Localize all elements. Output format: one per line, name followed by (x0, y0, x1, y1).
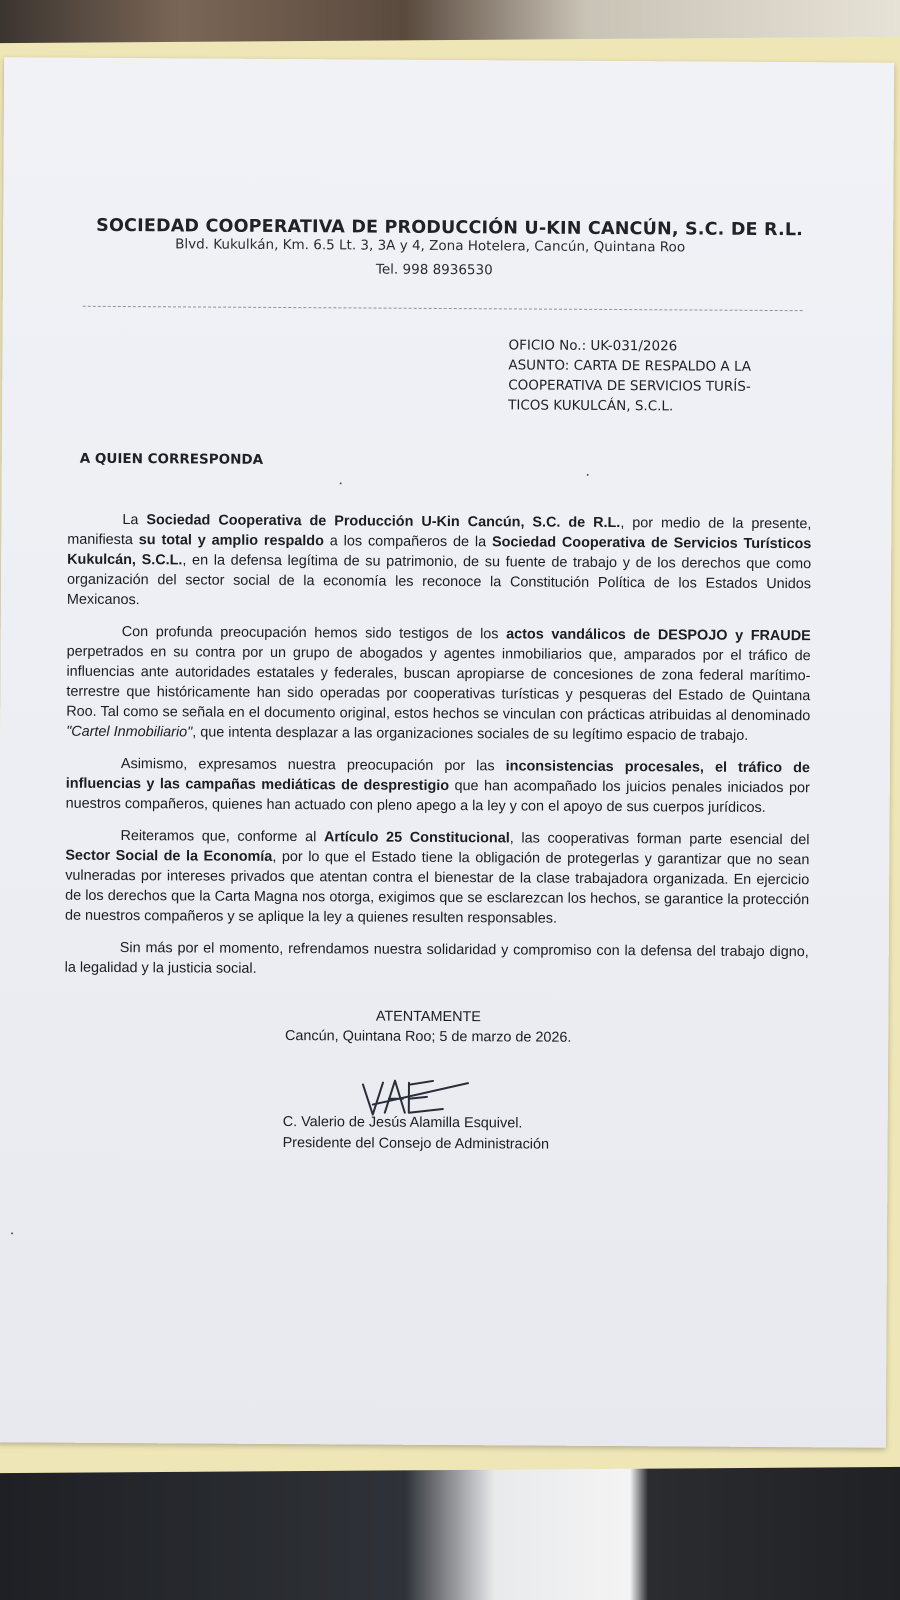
letter-sheet (0, 57, 894, 1447)
oficio-number: OFICIO No.: UK-031/2026 (508, 337, 678, 355)
reference-block (508, 335, 808, 417)
signer-name: C. Valerio de Jesús Alamilla Esquivel. (282, 1114, 523, 1132)
signer-block (283, 1112, 583, 1156)
org-name: SOCIEDAD COOPERATIVA DE PRODUCCIÓN U-KIN CANCÚN, S.C. DE R.L. (96, 215, 804, 241)
signer-title: Presidente del Consejo de Administración (282, 1135, 550, 1153)
paper-speck (11, 1232, 13, 1234)
closing-block (278, 1006, 578, 1048)
paragraph-5: Sin más por el momento, refrendamos nuestra solidaridad y compromiso con la defensa del trabajo digno, la legalidad y la justicia social. (64, 940, 809, 977)
header-divider (83, 306, 803, 311)
org-phone: Tel. 998 8936530 (375, 261, 493, 279)
asunto-line-3: TICOS KUKULCÁN, S.C.L. (508, 397, 674, 415)
letter-body (65, 510, 812, 995)
greeting: A QUIEN CORRESPONDA (79, 450, 264, 468)
salutation: ATENTAMENTE (375, 1008, 481, 1026)
paper-speck (587, 474, 589, 476)
paragraph-2: Con profunda preocupación hemos sido testigos de los actos vandálicos de DESPOJO y FRAUDE perpetrados en su contra por un grupo de abogados y agentes inmobiliarios que, amparados por el tráfico de influencias ante autoridades estatales y federales, buscan apropiarse de concesiones de zona federal marítimo-terrestre que históricamente han sido operadas por cooperativas turísticas y pesqueras del Estado de Quintana Roo. Tal como se señala en el documento original, estos hechos se vinculan con prácticas atribuidas al denominado "Cartel Inmobiliario", que intenta desplazar a las organizaciones sociales de su legítimo espacio de trabajo. (66, 624, 811, 744)
asunto-line-2: COOPERATIVA DE SERVICIOS TURÍS- (508, 377, 751, 395)
paragraph-1: La Sociedad Cooperativa de Producción U-Kin Cancún, S.C. de R.L., por medio de la presente, manifiesta su total y amplio respaldo a los compañeros de la Sociedad Cooperativa de Servicios Turísticos Kukulcán, S.C.L., en la defensa legítima de su patrimonio, de su fuente de trabajo y de los derechos que como organización del sector social de la economía les reconoce la Constitución Política de los Estados Unidos Mexicanos. (66, 512, 812, 609)
asunto-line-1: ASUNTO: CARTA DE RESPALDO A LA (508, 357, 752, 375)
background-bottom (0, 1460, 900, 1600)
place-date: Cancún, Quintana Roo; 5 de marzo de 2026. (285, 1028, 572, 1046)
paragraph-3: Asimismo, expresamos nuestra preocupación por las inconsistencias procesales, el tráfico de influencias y las campañas mediáticas de desprestigio que han acompañado los juicios penales iniciados por nuestros compañeros, quienes han actuado con pleno apego a la ley y con el apoyo de sus cuerpos jurídicos. (65, 756, 810, 816)
org-address: Blvd. Kukulkán, Km. 6.5 Lt. 3, 3A y 4, Zona Hotelera, Cancún, Quintana Roo (175, 236, 686, 256)
paper-speck (340, 482, 342, 484)
paragraph-4: Reiteramos que, conforme al Artículo 25 Constitucional, las cooperativas forman parte esencial del Sector Social de la Economía, por lo que el Estado tiene la obligación de protegerlas y garantizar que no sean vulneradas por intereses privados que atentan contra el bienestar de la clase trabajadora organizada. En ejercicio de los derechos que la Carta Magna nos otorga, exigimos que se esclarezcan los hechos, se garantice la protección de nuestros compañeros y se aplique la ley a quienes resulten responsables. (64, 828, 810, 927)
